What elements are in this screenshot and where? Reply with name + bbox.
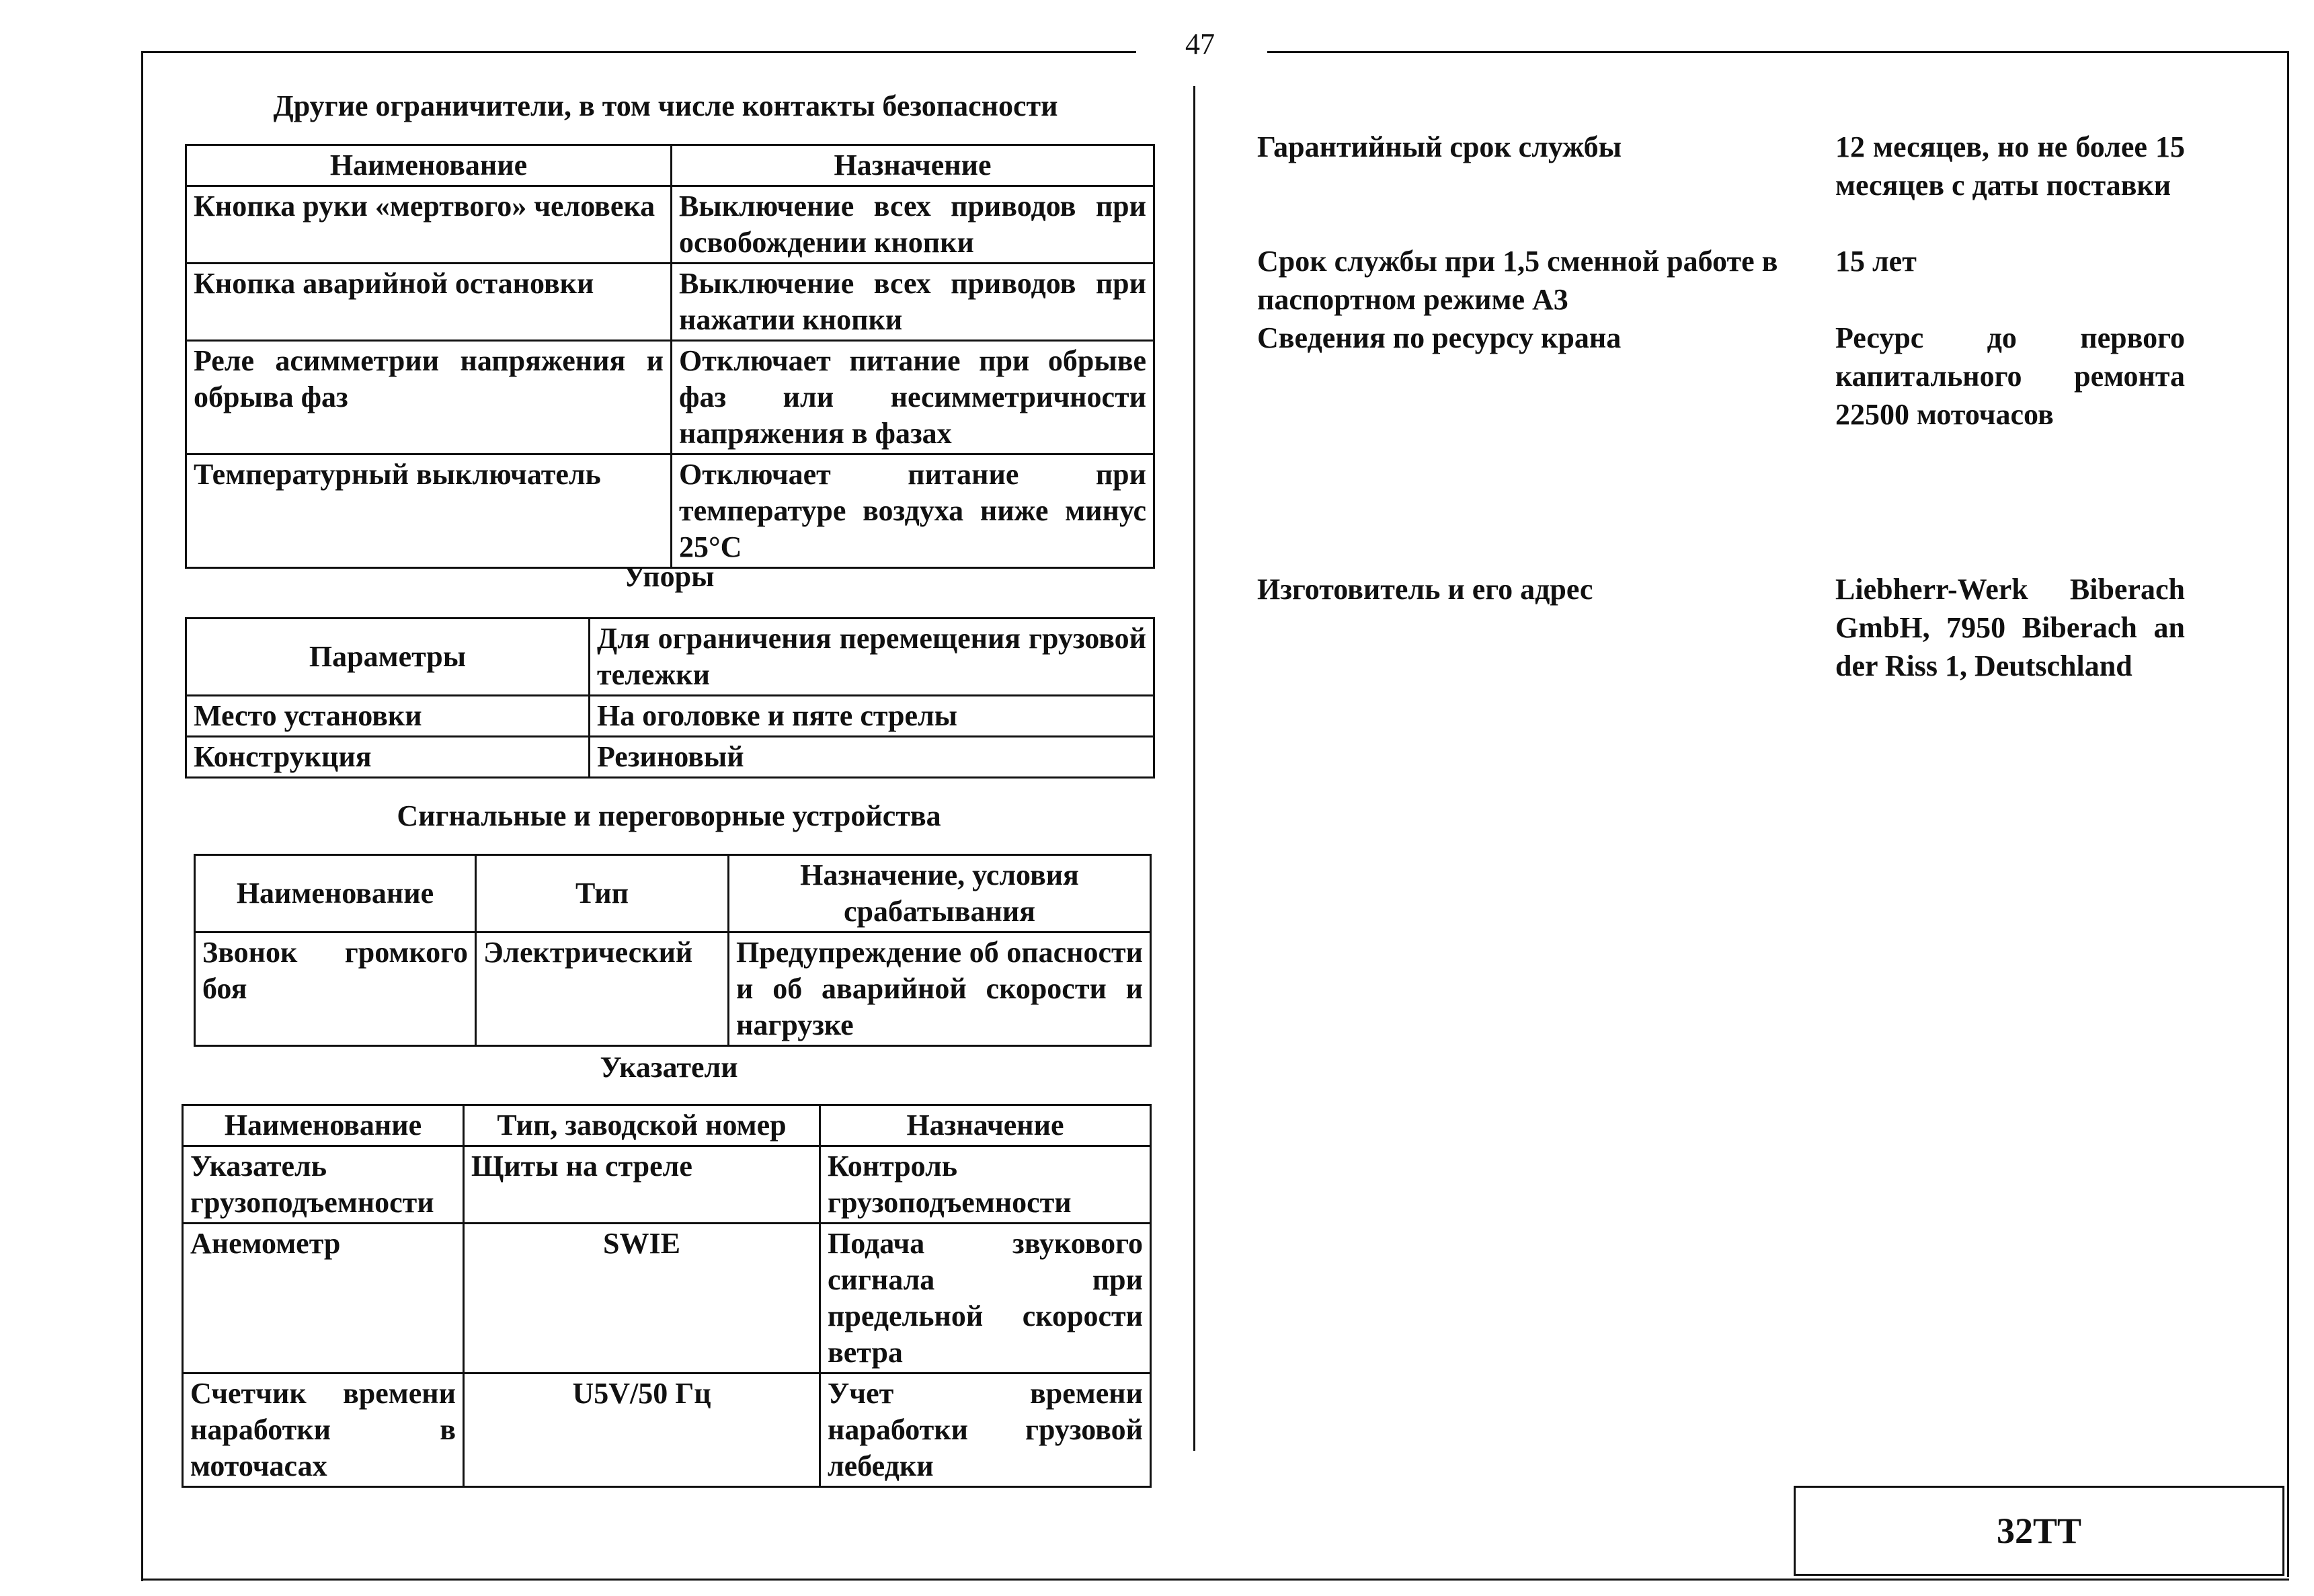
limiters-table xyxy=(185,144,1155,569)
table-cell: Электрический xyxy=(476,932,729,1046)
page-number: 47 xyxy=(1185,28,1215,61)
document-code: 32ТТ xyxy=(1996,1511,2082,1551)
header-cell: Тип xyxy=(476,855,729,932)
frame-top-left xyxy=(141,51,1136,53)
table-cell: Место установки xyxy=(186,696,590,737)
header-cell: Наименование xyxy=(195,855,476,932)
manufacturer-label: Изготовитель и его адрес xyxy=(1257,573,1593,606)
table-cell: Указатель грузоподъемности xyxy=(183,1146,464,1224)
table-cell: Температурный выключатель xyxy=(186,454,672,568)
warranty-value: 12 месяцев, но не более 15 месяцев с даты поставки xyxy=(1835,130,2185,202)
frame-top-right xyxy=(1267,51,2289,53)
table-cell: Выключение всех приводов при освобождении кнопки xyxy=(672,186,1154,264)
table-cell: На оголовке и пяте стрелы xyxy=(590,696,1154,737)
table-cell: Конструкция xyxy=(186,737,590,778)
table-cell: Контроль грузоподъемности xyxy=(820,1146,1151,1224)
table-cell: Резиновый xyxy=(590,737,1154,778)
frame-right xyxy=(2287,51,2289,1577)
frame-left xyxy=(141,51,143,1581)
header-cell: Наименование xyxy=(183,1105,464,1146)
table-cell: Счетчик времени наработки в моточасах xyxy=(183,1373,464,1487)
table-cell: Кнопка аварийной остановки xyxy=(186,264,672,341)
warranty-label: Гарантийный срок службы xyxy=(1257,130,1622,163)
table-row xyxy=(183,1146,1151,1224)
table-cell: SWIE xyxy=(464,1224,820,1373)
column-divider xyxy=(1193,86,1195,1451)
header-cell: Назначение xyxy=(820,1105,1151,1146)
stops-table xyxy=(185,617,1155,779)
indicators-title: Указатели xyxy=(600,1051,738,1084)
table-cell: Учет времени наработки грузовой лебедки xyxy=(820,1373,1151,1487)
limiters-title: Другие ограничители, в том числе контакты безопасности xyxy=(273,89,1058,122)
header-cell: Параметры xyxy=(186,619,590,696)
table-cell: Кнопка руки «мертвого» человека xyxy=(186,186,672,264)
table-row xyxy=(183,1373,1151,1487)
signals-table xyxy=(194,854,1152,1047)
table-cell: Отключает питание при температуре воздуха ниже минус 25°С xyxy=(672,454,1154,568)
resource-value: Ресурс до первого капитального ремонта 22500 моточасов xyxy=(1835,321,2185,431)
table-header-row xyxy=(183,1105,1151,1146)
table-row xyxy=(183,1224,1151,1373)
table-row xyxy=(186,264,1154,341)
header-cell: Для ограничения перемещения грузовой тележки xyxy=(590,619,1154,696)
header-cell: Назначение, условия срабатывания xyxy=(729,855,1151,932)
frame-bottom xyxy=(141,1579,2289,1581)
header-cell: Тип, заводской номер xyxy=(464,1105,820,1146)
table-row xyxy=(186,341,1154,454)
header-cell: Наименование xyxy=(186,145,672,186)
table-cell: Анемометр xyxy=(183,1224,464,1373)
signals-title: Сигнальные и переговорные устройства xyxy=(397,799,941,832)
resource-label: Сведения по ресурсу крана xyxy=(1257,321,1622,354)
manufacturer-value: Liebherr-Werk Biberach GmbH, 7950 Biberach an der Riss 1, Deutschland xyxy=(1835,573,2185,682)
table-header-row xyxy=(186,145,1154,186)
table-row xyxy=(195,932,1151,1046)
indicators-table xyxy=(182,1104,1152,1488)
table-cell: Звонок громкого боя xyxy=(195,932,476,1046)
table-row xyxy=(186,737,1154,778)
header-cell: Назначение xyxy=(672,145,1154,186)
table-row xyxy=(186,454,1154,568)
table-cell: Подача звукового сигнала при предельной скорости ветра xyxy=(820,1224,1151,1373)
stops-title: Упоры xyxy=(623,560,715,593)
table-cell: U5V/50 Гц xyxy=(464,1373,820,1487)
document-code-box xyxy=(1794,1486,2284,1576)
table-header-row xyxy=(186,619,1154,696)
table-cell: Щиты на стреле xyxy=(464,1146,820,1224)
table-cell: Реле асимметрии напряжения и обрыва фаз xyxy=(186,341,672,454)
table-cell: Предупреждение об опасности и об аварийной скорости и нагрузке xyxy=(729,932,1151,1046)
table-row xyxy=(186,186,1154,264)
table-cell: Отключает питание при обрыве фаз или несимметричности напряжения в фазах xyxy=(672,341,1154,454)
service-life-value: 15 лет xyxy=(1835,245,1917,278)
table-header-row xyxy=(195,855,1151,932)
service-life-label: Срок службы при 1,5 сменной работе в паспортном режиме А3 xyxy=(1257,245,1778,316)
table-cell: Выключение всех приводов при нажатии кнопки xyxy=(672,264,1154,341)
table-row xyxy=(186,696,1154,737)
